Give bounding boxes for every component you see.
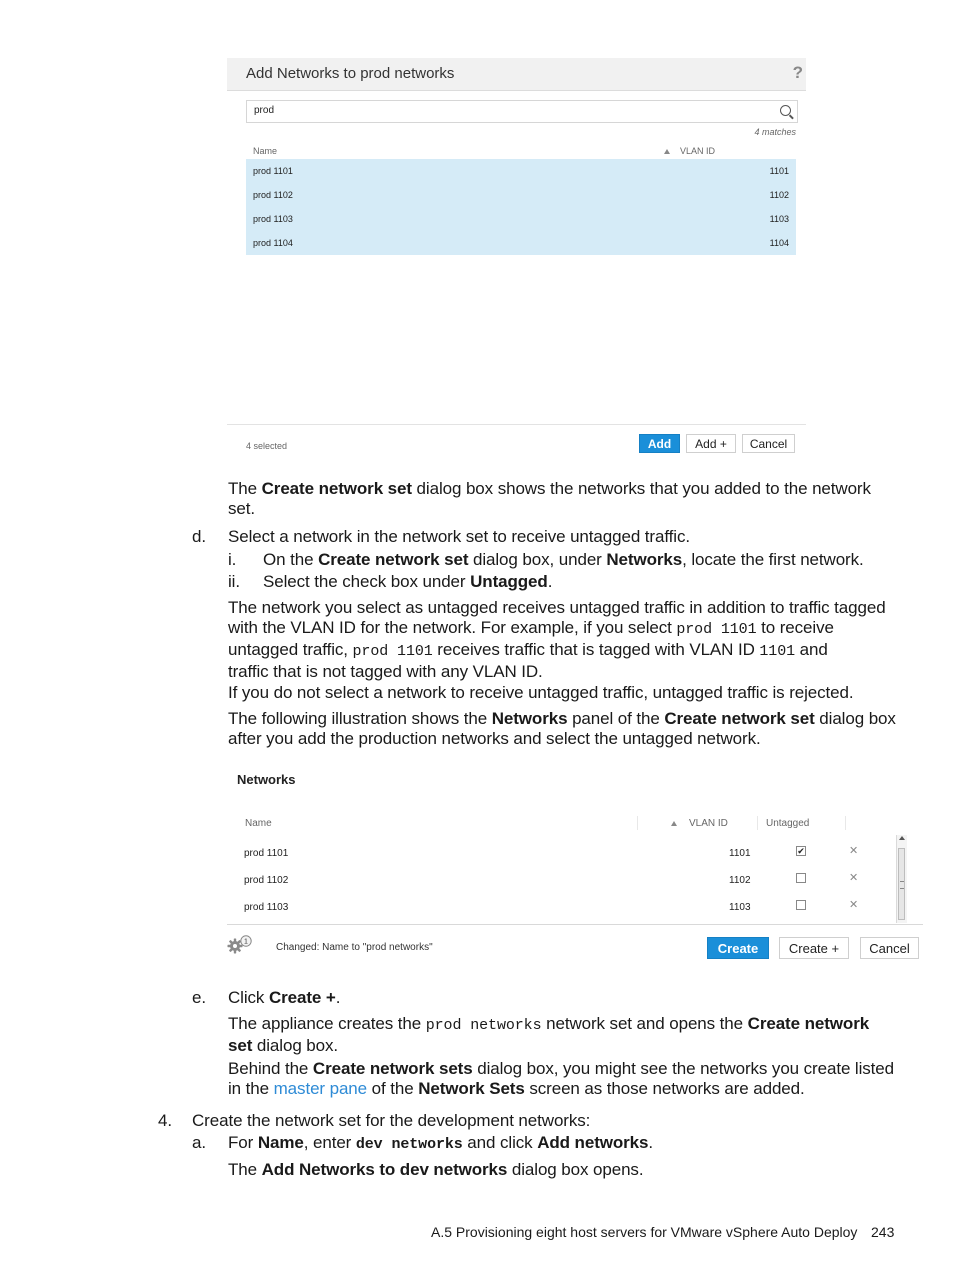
text: . bbox=[648, 1133, 654, 1152]
code: prod 1101 bbox=[676, 621, 757, 638]
ui-term: Add Networks to dev networks bbox=[261, 1160, 508, 1179]
ui-term: Name bbox=[257, 1133, 304, 1152]
ui-term: Networks bbox=[491, 709, 568, 728]
paragraph bbox=[228, 598, 928, 682]
network-name: prod 1101 bbox=[244, 848, 289, 859]
untagged-checkbox[interactable] bbox=[796, 873, 806, 883]
text: For bbox=[228, 1133, 258, 1152]
text: to receive bbox=[756, 618, 834, 637]
column-header-name[interactable]: Name bbox=[253, 146, 278, 156]
text: The network you select as untagged receives untagged traffic in addition to traffic tagged bbox=[228, 598, 886, 617]
text: with the VLAN ID for the network. For example, if you select bbox=[228, 618, 677, 637]
cancel-button[interactable]: Cancel bbox=[860, 937, 919, 959]
add-button[interactable]: Add bbox=[639, 434, 680, 453]
text: On the bbox=[263, 550, 319, 569]
text: Behind the bbox=[228, 1059, 313, 1078]
master-pane-link[interactable]: master pane bbox=[273, 1079, 368, 1098]
dialog-title: Add Networks to prod networks bbox=[246, 65, 455, 82]
grip-icon bbox=[900, 881, 904, 889]
divider bbox=[227, 924, 923, 925]
add-plus-button[interactable]: Add + bbox=[686, 434, 736, 453]
table-row bbox=[237, 894, 897, 921]
network-vlan: 1102 bbox=[729, 875, 751, 886]
notification-count: 1 bbox=[244, 938, 248, 946]
ui-term: Create network set bbox=[261, 479, 412, 498]
text: network set and opens the bbox=[541, 1014, 748, 1033]
network-vlan: 1102 bbox=[769, 190, 789, 200]
scroll-up-icon[interactable] bbox=[899, 836, 905, 840]
paragraph bbox=[228, 709, 928, 749]
column-separator bbox=[757, 816, 758, 830]
network-list bbox=[246, 159, 796, 255]
step-text: Create the network set for the development networks: bbox=[192, 1111, 591, 1130]
list-item[interactable] bbox=[246, 183, 796, 207]
selected-count: 4 selected bbox=[246, 441, 288, 451]
step-text bbox=[263, 572, 552, 592]
text: of the bbox=[367, 1079, 419, 1098]
text: dialog box bbox=[814, 709, 896, 728]
sort-ascending-icon[interactable] bbox=[664, 149, 670, 154]
paragraph bbox=[228, 1059, 928, 1099]
column-separator bbox=[845, 816, 846, 830]
ui-term: Add networks bbox=[537, 1133, 649, 1152]
text: The bbox=[228, 1160, 262, 1179]
create-plus-button[interactable]: Create + bbox=[779, 937, 849, 959]
text: dialog box, under bbox=[468, 550, 607, 569]
text: . bbox=[335, 988, 341, 1007]
page-number: 243 bbox=[871, 1224, 895, 1240]
text: , locate the first network. bbox=[682, 550, 864, 569]
add-networks-dialog bbox=[227, 58, 806, 456]
ui-term: Create network set bbox=[664, 709, 815, 728]
code: 1101 bbox=[759, 643, 796, 660]
paragraph: If you do not select a network to receive untagged traffic, untagged traffic is rejected. bbox=[228, 683, 854, 702]
list-item[interactable] bbox=[246, 207, 796, 231]
text: traffic that is not tagged with any VLAN ID. bbox=[228, 662, 543, 681]
step-marker: 4. bbox=[158, 1111, 172, 1130]
list-item[interactable] bbox=[246, 159, 796, 183]
footer-section-title: A.5 Provisioning eight host servers for VMware vSphere Auto Deploy bbox=[431, 1224, 858, 1240]
step-marker: d. bbox=[192, 527, 206, 546]
step-text bbox=[263, 550, 864, 570]
network-vlan: 1103 bbox=[729, 902, 751, 913]
text: Click bbox=[228, 988, 269, 1007]
network-name: prod 1103 bbox=[244, 902, 289, 913]
dialog-header bbox=[227, 58, 806, 91]
text: , enter bbox=[303, 1133, 356, 1152]
table-row bbox=[237, 867, 897, 894]
create-button[interactable]: Create bbox=[707, 937, 769, 959]
network-vlan: 1101 bbox=[729, 848, 751, 859]
text: set. bbox=[228, 499, 256, 518]
remove-icon[interactable]: ✕ bbox=[849, 845, 859, 857]
untagged-checkbox[interactable]: ✔ bbox=[797, 846, 805, 856]
text: Select the check box under bbox=[263, 572, 471, 591]
network-vlan: 1103 bbox=[769, 214, 789, 224]
network-name: prod 1104 bbox=[253, 238, 293, 248]
panel-title: Networks bbox=[237, 772, 296, 787]
network-name: prod 1102 bbox=[253, 190, 293, 200]
table-row bbox=[237, 840, 897, 867]
text: dialog box. bbox=[252, 1036, 339, 1055]
ui-term: Create + bbox=[268, 988, 336, 1007]
paragraph bbox=[228, 1014, 928, 1056]
search-value: prod bbox=[254, 105, 275, 116]
text: The following illustration shows the bbox=[228, 709, 492, 728]
network-vlan: 1101 bbox=[769, 166, 789, 176]
text: and click bbox=[462, 1133, 538, 1152]
paragraph bbox=[228, 479, 918, 519]
step-marker: ii. bbox=[228, 572, 240, 591]
list-item[interactable] bbox=[246, 231, 796, 255]
column-header-vlan[interactable]: VLAN ID bbox=[689, 818, 728, 829]
match-count: 4 matches bbox=[754, 127, 796, 137]
step-text bbox=[228, 988, 340, 1008]
step-text: Select a network in the network set to receive untagged traffic. bbox=[228, 527, 690, 546]
text: untagged traffic, bbox=[228, 640, 353, 659]
text: The bbox=[228, 479, 262, 498]
ui-term: Create network bbox=[747, 1014, 870, 1033]
text: dialog box, you might see the networks you create listed bbox=[472, 1059, 895, 1078]
network-vlan: 1104 bbox=[769, 238, 789, 248]
ui-term: set bbox=[228, 1036, 253, 1055]
text: and bbox=[795, 640, 828, 659]
text: screen as those networks are added. bbox=[524, 1079, 805, 1098]
step-text bbox=[228, 1133, 653, 1155]
code: prod networks bbox=[425, 1017, 542, 1034]
step-marker: i. bbox=[228, 550, 237, 569]
text: dialog box opens. bbox=[507, 1160, 644, 1179]
step-marker: e. bbox=[192, 988, 206, 1007]
text: in the bbox=[228, 1079, 274, 1098]
remove-icon[interactable]: ✕ bbox=[849, 872, 859, 884]
untagged-checkbox[interactable] bbox=[796, 900, 806, 910]
cancel-button[interactable]: Cancel bbox=[742, 434, 795, 453]
column-separator bbox=[637, 816, 638, 830]
ui-term: Create network set bbox=[318, 550, 469, 569]
help-icon[interactable]: ? bbox=[792, 63, 803, 82]
paragraph bbox=[228, 1160, 643, 1180]
column-header-untagged[interactable]: Untagged bbox=[766, 818, 810, 829]
ui-term: Networks bbox=[606, 550, 683, 569]
text: dialog box shows the networks that you added to the network bbox=[411, 479, 871, 498]
column-header-vlan[interactable]: VLAN ID bbox=[680, 146, 716, 156]
remove-icon[interactable]: ✕ bbox=[849, 899, 859, 911]
code: dev networks bbox=[355, 1136, 463, 1153]
status-message: Changed: Name to "prod networks" bbox=[276, 942, 433, 953]
ui-term: Create network sets bbox=[312, 1059, 473, 1078]
text: panel of the bbox=[567, 709, 665, 728]
gear-icon[interactable] bbox=[227, 935, 253, 955]
ui-term: Network Sets bbox=[418, 1079, 525, 1098]
code: prod 1101 bbox=[352, 643, 433, 660]
scrollbar[interactable] bbox=[896, 835, 907, 923]
text: . bbox=[547, 572, 553, 591]
ui-term: Untagged bbox=[470, 572, 548, 591]
sort-ascending-icon[interactable] bbox=[671, 821, 677, 826]
search-icon[interactable] bbox=[780, 105, 791, 116]
network-name: prod 1101 bbox=[253, 166, 293, 176]
text: after you add the production networks and select the untagged network. bbox=[228, 729, 761, 748]
network-name: prod 1103 bbox=[253, 214, 293, 224]
text: receives traffic that is tagged with VLAN ID bbox=[432, 640, 760, 659]
scroll-thumb[interactable] bbox=[898, 848, 905, 920]
divider bbox=[227, 424, 806, 425]
text: The appliance creates the bbox=[228, 1014, 426, 1033]
network-name: prod 1102 bbox=[244, 875, 289, 886]
column-header-name[interactable]: Name bbox=[245, 818, 272, 829]
search-input[interactable] bbox=[246, 100, 798, 123]
step-marker: a. bbox=[192, 1133, 206, 1152]
networks-panel bbox=[227, 768, 923, 963]
